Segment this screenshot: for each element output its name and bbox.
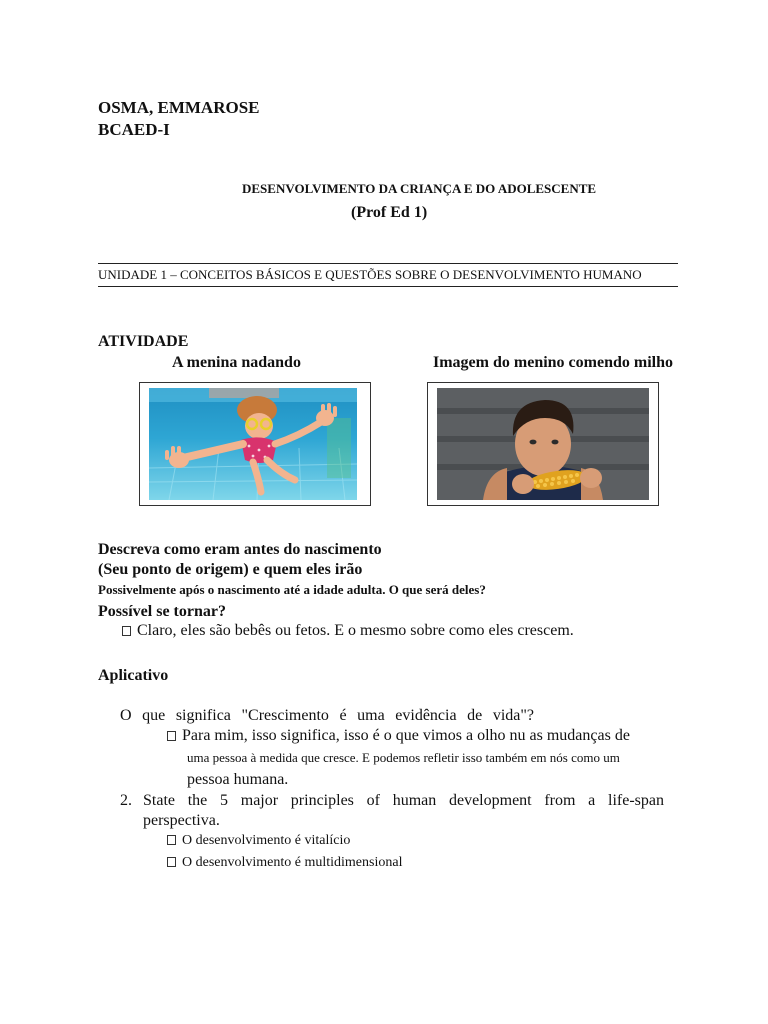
student-name: OSMA, EMMAROSE — [98, 98, 260, 117]
bullet-box-icon — [122, 626, 131, 636]
question-line-1: Descreva como eram antes do nascimento — [98, 541, 382, 558]
application-question-1: O que significa "Crescimento é uma evidência de vida"? — [120, 707, 534, 724]
boy-eating-corn-image-frame — [427, 382, 659, 506]
boy-eating-corn-image — [437, 388, 649, 500]
principle-text-2: O desenvolvimento é multidimensional — [182, 855, 403, 870]
application-question-2-number: 2. — [120, 792, 132, 809]
swimming-girl-image — [149, 388, 357, 500]
application-answer-1-text: Para mim, isso significa, isso é o que vimos a olho nu as mudanças de — [182, 727, 630, 744]
rule-bottom — [98, 286, 678, 287]
principle-item-2 — [167, 855, 402, 871]
document-title: DESENVOLVIMENTO DA CRIANÇA E DO ADOLESCENTE — [242, 181, 597, 196]
application-answer-1-line-2: uma pessoa à medida que cresce. E podemos refletir isso também em nós como um — [187, 750, 620, 765]
question-line-3: Possivelmente após o nascimento até a idade adulta. O que será deles? — [98, 582, 486, 597]
question-line-2: (Seu ponto de origem) e quem eles irão — [98, 561, 363, 578]
question-line-4: Possível se tornar? — [98, 603, 226, 620]
question-answer-text: Claro, eles são bebês ou fetos. E o mesmo sobre como eles crescem. — [137, 622, 574, 639]
image-left-caption: A menina nadando — [172, 354, 301, 371]
principle-text-1: O desenvolvimento é vitalício — [182, 833, 351, 848]
application-question-2-line-2: perspectiva. — [143, 812, 220, 829]
swimming-girl-image-frame — [139, 382, 371, 506]
document-subtitle: (Prof Ed 1) — [351, 204, 428, 221]
bullet-box-icon — [167, 857, 176, 867]
application-answer-1-line-1 — [167, 727, 630, 745]
activity-heading: ATIVIDADE — [98, 333, 189, 350]
principle-item-1 — [167, 833, 350, 849]
bullet-box-icon — [167, 731, 176, 741]
unit-title: UNIDADE 1 – CONCEITOS BÁSICOS E QUESTÕES SOBRE O DESENVOLVIMENTO HUMANO — [98, 267, 642, 282]
rule-top — [98, 263, 678, 264]
image-right-caption: Imagem do menino comendo milho — [433, 354, 673, 371]
question-answer — [122, 622, 574, 640]
course-code: BCAED-I — [98, 120, 170, 139]
application-answer-1-line-3: pessoa humana. — [187, 771, 289, 788]
bullet-box-icon — [167, 835, 176, 845]
application-heading: Aplicativo — [98, 667, 169, 684]
application-question-2-line-1: State the 5 major principles of human development from a life-span — [143, 792, 664, 809]
